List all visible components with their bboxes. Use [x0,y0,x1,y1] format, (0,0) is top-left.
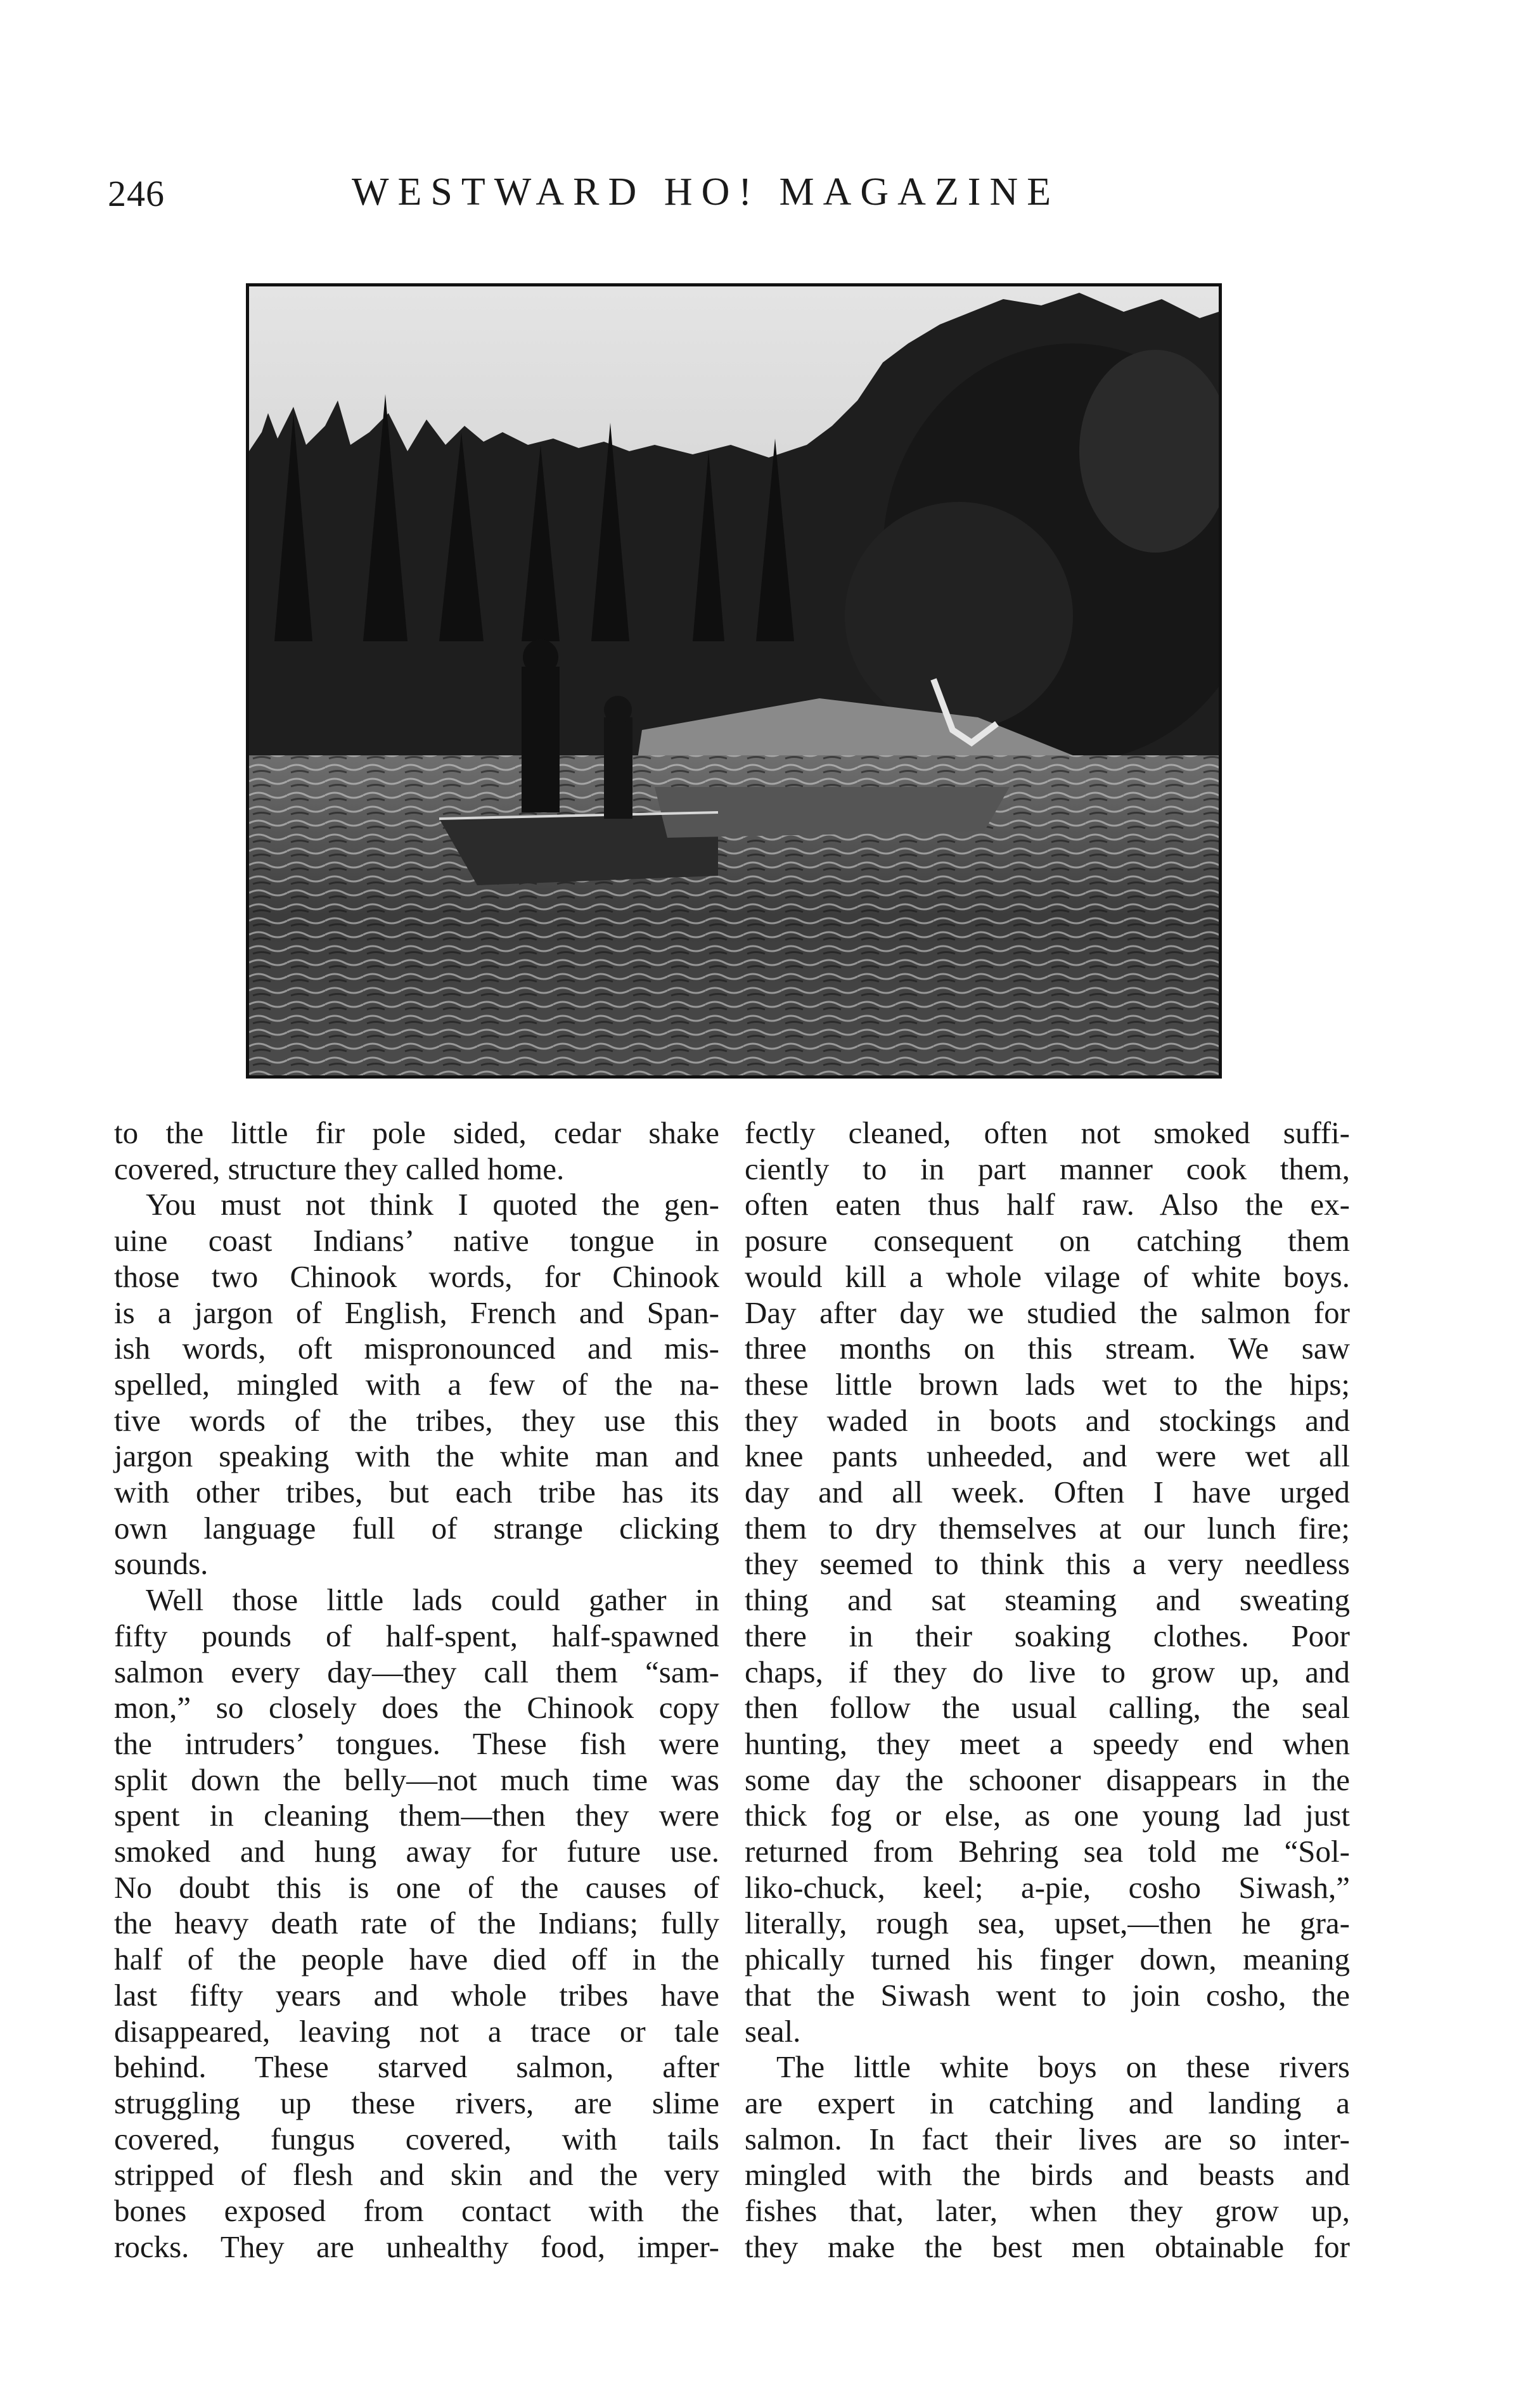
text-line: posure consequent on catching them [745,1223,1350,1258]
text-line: to the little fir pole sided, cedar shake [114,1115,719,1150]
text-line: disappeared, leaving not a trace or tale [114,2013,719,2049]
photograph [246,283,1222,1079]
photograph-boat-on-river-icon [249,286,1219,1075]
text-line: spelled, mingled with a few of the na- [114,1366,719,1402]
text-line: these little brown lads wet to the hips; [745,1366,1350,1402]
text-line: is a jargon of English, French and Span- [114,1295,719,1330]
text-line: the heavy death rate of the Indians; fully [114,1905,719,1941]
text-line: day and all week. Often I have urged [745,1475,1350,1510]
text-line: those two Chinook words, for Chinook [114,1258,719,1294]
text-line: thick fog or else, as one young lad just [745,1798,1350,1833]
text-line: three months on this stream. We saw [745,1331,1350,1366]
text-line: fishes that, later, when they grow up, [745,2193,1350,2229]
text-line: smoked and hung away for future use. [114,1834,719,1869]
text-line: covered, fungus covered, with tails [114,2121,719,2156]
text-line: mingled with the birds and beasts and [745,2157,1350,2193]
running-title: WESTWARD HO! MAGAZINE [352,170,1060,214]
text-line: there in their soaking clothes. Poor [745,1618,1350,1653]
text-line: jargon speaking with the white man and [114,1438,719,1474]
text-line: phically turned his finger down, meaning [745,1942,1350,1977]
text-line: literally, rough sea, upset,—then he gra- [745,1905,1350,1941]
text-line: Well those little lads could gather in [146,1582,719,1618]
text-line: bones exposed from contact with the [114,2193,719,2229]
text-line: covered, structure they called home. [114,1151,565,1186]
text-line: them to dry themselves at our lunch fire; [745,1510,1350,1546]
text-line: Day after day we studied the salmon for [745,1295,1350,1330]
text-line: uine coast Indians’ native tongue in [114,1223,719,1258]
text-line: knee pants unheeded, and were wet all [745,1438,1350,1474]
text-line: rocks. They are unhealthy food, imper- [114,2229,719,2264]
text-line: often eaten thus half raw. Also the ex- [745,1187,1350,1222]
text-line: they waded in boots and stockings and [745,1402,1350,1438]
text-line: ish words, oft mispronounced and mis- [114,1331,719,1366]
text-line: liko-chuck, keel; a-pie, cosho Siwash,” [745,1869,1350,1905]
text-line: they make the best men obtainable for [745,2229,1350,2264]
text-line: spent in cleaning them—then they were [114,1798,719,1833]
text-line: The little white boys on these rivers [776,2049,1350,2085]
text-line: mon,” so closely does the Chinook copy [114,1690,719,1726]
text-line: behind. These starved salmon, after [114,2049,719,2085]
text-line: are expert in catching and landing a [745,2085,1350,2120]
text-line: the intruders’ tongues. These fish were [114,1726,719,1761]
text-line: with other tribes, but each tribe has its [114,1475,719,1510]
text-line: chaps, if they do live to grow up, and [745,1654,1350,1689]
page-number: 246 [108,173,165,214]
text-line: half of the people have died off in the [114,1942,719,1977]
text-line: last fifty years and whole tribes have [114,1977,719,2013]
text-line: sounds. [114,1546,209,1582]
text-line: hunting, they meet a speedy end when [745,1726,1350,1761]
text-column-left [114,1115,719,2265]
text-line: You must not think I quoted the gen- [146,1187,719,1222]
text-line: then follow the usual calling, the seal [745,1690,1350,1726]
text-line: seal. [745,2013,801,2049]
text-line: fifty pounds of half-spent, half-spawned [114,1618,719,1653]
text-column-right [745,1115,1350,2265]
text-line: stripped of flesh and skin and the very [114,2157,719,2193]
text-line: struggling up these rivers, are slime [114,2085,719,2120]
text-line: tive words of the tribes, they use this [114,1402,719,1438]
text-line: some day the schooner disappears in the [745,1762,1350,1797]
text-line: own language full of strange clicking [114,1510,719,1546]
text-line: No doubt this is one of the causes of [114,1869,719,1905]
text-line: salmon. In fact their lives are so inter- [745,2121,1350,2156]
text-line: would kill a whole vilage of white boys. [745,1258,1350,1294]
text-line: returned from Behring sea told me “Sol- [745,1834,1350,1869]
text-line: salmon every day—they call them “sam- [114,1654,719,1689]
text-line: split down the belly—not much time was [114,1762,719,1797]
text-line: thing and sat steaming and sweating [745,1582,1350,1618]
text-line: ciently to in part manner cook them, [745,1151,1350,1186]
text-line: fectly cleaned, often not smoked suffi- [745,1115,1350,1150]
text-line: that the Siwash went to join cosho, the [745,1977,1350,2013]
text-line: they seemed to think this a very needless [745,1546,1350,1582]
